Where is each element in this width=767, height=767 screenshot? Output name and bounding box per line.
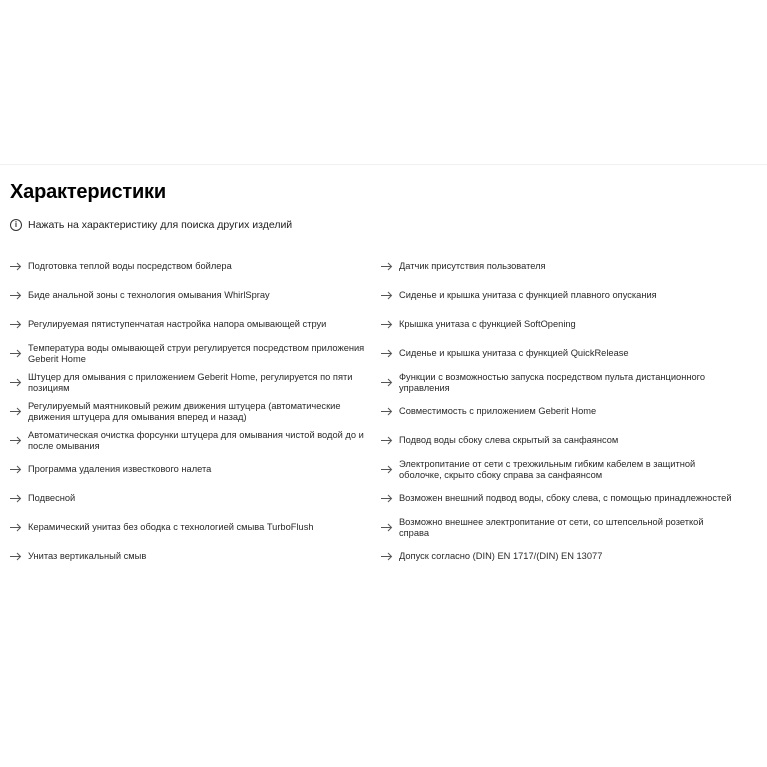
arrow-right-icon <box>381 261 399 272</box>
hint-line <box>10 218 757 232</box>
feature-link[interactable] <box>381 397 740 426</box>
feature-label: Штуцер для омывания с приложением Geberit Home, регулируется по пяти позициям <box>28 371 353 393</box>
feature-link[interactable] <box>381 252 740 281</box>
arrow-right-icon <box>381 551 399 562</box>
feature-link[interactable] <box>10 310 381 339</box>
feature-link[interactable] <box>10 542 381 571</box>
hint-text: Нажать на характеристику для поиска других изделий <box>28 219 293 231</box>
arrow-right-icon <box>10 290 28 301</box>
arrow-right-icon <box>10 261 28 272</box>
feature-label: Керамический унитаз без ободка с технологией смыва TurboFlush <box>28 522 314 532</box>
arrow-right-icon <box>381 290 399 301</box>
feature-label: Унитаз вертикальный смыв <box>28 551 147 561</box>
feature-label: Температура воды омывающей струи регулируется посредством приложения Geberit Home <box>28 342 365 364</box>
arrow-right-icon <box>10 551 28 562</box>
section-title: Характеристики <box>10 181 166 203</box>
feature-label: Допуск согласно (DIN) EN 1717/(DIN) EN 13077 <box>398 551 603 561</box>
arrow-right-icon <box>381 377 399 388</box>
arrow-right-icon <box>381 319 399 330</box>
arrow-right-icon <box>10 348 28 359</box>
feature-label: Автоматическая очистка форсунки штуцера для омывания чистой водой до и после омывания <box>28 429 364 451</box>
feature-label: Подготовка теплой воды посредством бойлера <box>28 261 232 271</box>
feature-link[interactable] <box>381 339 740 368</box>
arrow-right-icon <box>10 522 28 533</box>
feature-label: Возможно внешнее электропитание от сети, со штепсельной розеткой справа <box>398 516 704 538</box>
feature-label: Датчик присутствия пользователя <box>398 261 546 271</box>
feature-link[interactable] <box>10 455 381 484</box>
feature-link[interactable] <box>381 513 740 542</box>
arrow-right-icon <box>10 464 28 475</box>
feature-link[interactable] <box>10 484 381 513</box>
feature-link[interactable] <box>10 397 381 426</box>
feature-link[interactable] <box>381 426 740 455</box>
feature-link[interactable] <box>10 339 381 368</box>
arrow-right-icon <box>381 406 399 417</box>
feature-label: Возможен внешний подвод воды, сбоку слева, с помощью принадлежностей <box>398 493 732 503</box>
features-right-column <box>381 252 740 571</box>
feature-link[interactable] <box>10 368 381 397</box>
arrow-right-icon <box>10 406 28 417</box>
feature-label: Сиденье и крышка унитаза с функцией плавного опускания <box>398 290 657 300</box>
feature-link[interactable] <box>10 252 381 281</box>
feature-link[interactable] <box>381 281 740 310</box>
feature-label: Электропитание от сети с трехжильным гибким кабелем в защитной оболочке, скрыто сбоку справа за санфаянсом <box>398 458 696 480</box>
feature-link[interactable] <box>10 513 381 542</box>
feature-link[interactable] <box>10 426 381 455</box>
feature-label: Крышка унитаза с функцией SoftOpening <box>398 319 576 329</box>
arrow-right-icon <box>10 493 28 504</box>
feature-link[interactable] <box>10 281 381 310</box>
feature-link[interactable] <box>381 310 740 339</box>
arrow-right-icon <box>381 348 399 359</box>
features-left-column <box>10 252 381 571</box>
feature-label: Регулируемая пятиступенчатая настройка напора омывающей струи <box>28 319 327 329</box>
characteristics-section <box>10 180 757 232</box>
feature-label: Биде анальной зоны с технология омывания WhirlSpray <box>28 290 270 300</box>
info-icon: i <box>10 219 22 231</box>
arrow-right-icon <box>381 522 399 533</box>
arrow-right-icon <box>10 435 28 446</box>
feature-label: Функции с возможностью запуска посредством пульта дистанционного управления <box>398 371 706 393</box>
feature-label: Совместимость с приложением Geberit Home <box>398 406 597 416</box>
feature-label: Подвод воды сбоку слева скрытый за санфаянсом <box>398 435 619 445</box>
arrow-right-icon <box>381 435 399 446</box>
feature-label: Программа удаления известкового налета <box>28 464 212 474</box>
arrow-right-icon <box>381 464 399 475</box>
features-grid <box>10 252 740 571</box>
feature-label: Подвесной <box>28 493 76 503</box>
arrow-right-icon <box>10 377 28 388</box>
arrow-right-icon <box>10 319 28 330</box>
feature-link[interactable] <box>381 368 740 397</box>
feature-link[interactable] <box>381 484 740 513</box>
feature-link[interactable] <box>381 542 740 571</box>
feature-label: Сиденье и крышка унитаза с функцией QuickRelease <box>398 348 629 358</box>
feature-link[interactable] <box>381 455 740 484</box>
feature-label: Регулируемый маятниковый режим движения штуцера (автоматические движения штуцера для омывания вперед и назад) <box>28 400 341 422</box>
arrow-right-icon <box>381 493 399 504</box>
top-blank-area <box>0 0 767 165</box>
